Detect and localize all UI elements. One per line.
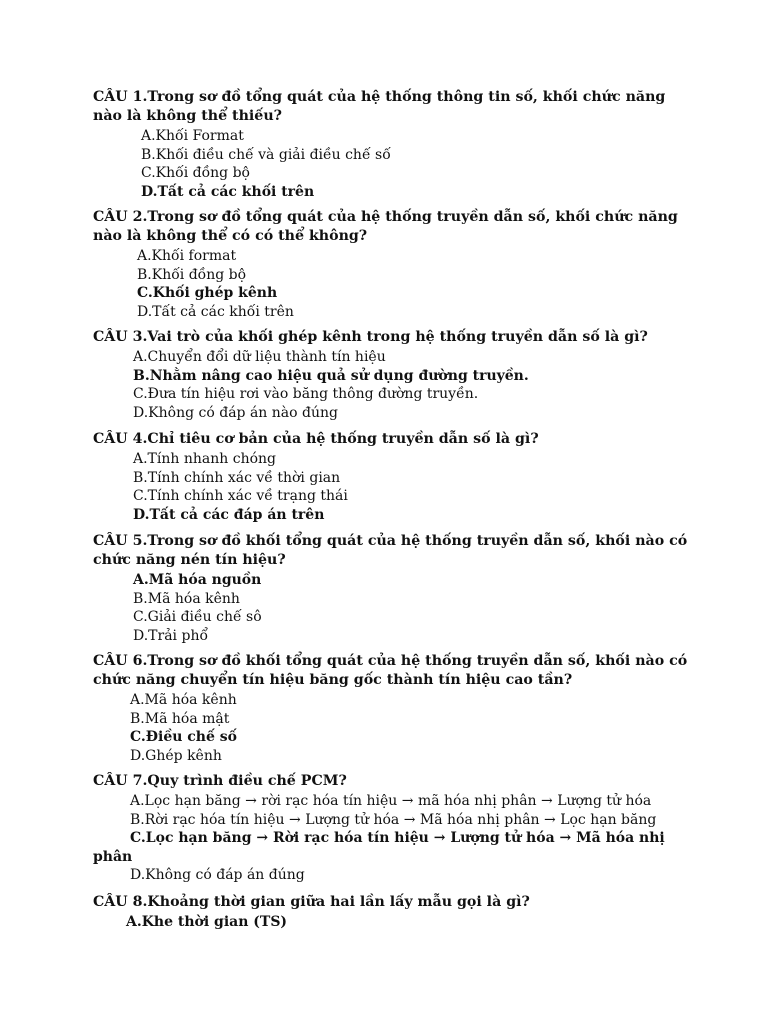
question-stem: CÂU 7.Quy trình điều chế PCM? bbox=[93, 773, 347, 789]
question-stem: CÂU 4.Chỉ tiêu cơ bản của hệ thống truyền dẫn số là gì? bbox=[93, 431, 539, 447]
answer-option: D.Ghép kênh bbox=[130, 747, 222, 764]
question-stem: CÂU 2.Trong sơ đồ tổng quát của hệ thống truyền dẫn số, khối chức năng nào là không thể có có thể không? bbox=[93, 209, 678, 244]
question-stem: CÂU 3.Vai trò của khối ghép kênh trong hệ thống truyền dẫn số là gì? bbox=[93, 329, 648, 345]
answer-option: C.Đưa tín hiệu rơi vào băng thông đường truyền. bbox=[133, 386, 479, 402]
question-2 bbox=[93, 208, 693, 321]
question-8 bbox=[93, 893, 693, 932]
question-7 bbox=[93, 772, 693, 885]
answer-option-correct: D.Tất cả các khối trên bbox=[141, 183, 315, 200]
answer-option-correct: C.Khối ghép kênh bbox=[137, 285, 278, 301]
question-3 bbox=[93, 328, 693, 422]
question-stem: CÂU 6.Trong sơ đồ khối tổng quát của hệ thống truyền dẫn số, khối nào có chức năng chuyển tín hiệu băng gốc thành tín hiệu cao tần? bbox=[93, 653, 688, 688]
answer-option: D.Không có đáp án nào đúng bbox=[133, 404, 338, 421]
answer-option-correct: D.Tất cả các đáp án trên bbox=[133, 506, 325, 523]
question-5 bbox=[93, 532, 693, 645]
question-6 bbox=[93, 652, 693, 765]
answer-option-correct: B.Nhằm nâng cao hiệu quả sử dụng đường truyền. bbox=[133, 367, 529, 384]
answer-option: D.Tất cả các khối trên bbox=[137, 303, 294, 320]
answer-option: A.Khối Format bbox=[141, 128, 244, 144]
question-4 bbox=[93, 430, 693, 524]
answer-option: B.Mã hóa kênh bbox=[133, 590, 240, 607]
question-stem: CÂU 1.Trong sơ đồ tổng quát của hệ thống thông tin số, khối chức năng nào là không thể thiếu? bbox=[93, 89, 666, 124]
answer-option: D.Trải phổ bbox=[133, 627, 209, 644]
answer-option-correct: C.Điều chế số bbox=[130, 729, 237, 745]
answer-option: A.Khối format bbox=[137, 248, 237, 264]
question-stem: CÂU 8.Khoảng thời gian giữa hai lần lấy mẫu gọi là gì? bbox=[93, 894, 530, 910]
question-1 bbox=[93, 88, 693, 201]
answer-option: A.Lọc hạn băng → rời rạc hóa tín hiệu → mã hóa nhị phân → Lượng tử hóa bbox=[130, 793, 652, 809]
answer-option: B.Tính chính xác về thời gian bbox=[133, 469, 341, 486]
answer-option: B.Khối đồng bộ bbox=[137, 266, 247, 283]
answer-option: B.Khối điều chế và giải điều chế số bbox=[141, 146, 391, 163]
answer-option: C.Giải điều chế sô bbox=[133, 609, 262, 625]
answer-option: D.Không có đáp án đúng bbox=[130, 867, 305, 883]
answer-option: A.Chuyển đổi dữ liệu thành tín hiệu bbox=[133, 349, 386, 365]
answer-option: C.Tính chính xác về trạng thái bbox=[133, 488, 348, 504]
answer-option-correct: C.Lọc hạn băng → Rời rạc hóa tín hiệu → Lượng tử hóa → Mã hóa nhị phân bbox=[93, 830, 665, 865]
answer-option-correct: A.Mã hóa nguồn bbox=[133, 572, 262, 588]
answer-option-correct: A.Khe thời gian (TS) bbox=[126, 914, 288, 930]
answer-option: A.Tính nhanh chóng bbox=[133, 451, 276, 467]
answer-option: B.Rời rạc hóa tín hiệu → Lượng tử hóa → Mã hóa nhị phân → Lọc hạn băng bbox=[130, 811, 657, 828]
answer-option: C.Khối đồng bộ bbox=[141, 165, 250, 181]
answer-option: A.Mã hóa kênh bbox=[130, 692, 237, 708]
answer-option: B.Mã hóa mật bbox=[130, 710, 230, 727]
question-stem: CÂU 5.Trong sơ đồ khối tổng quát của hệ thống truyền dẫn số, khối nào có chức năng nén tín hiệu? bbox=[93, 533, 688, 568]
